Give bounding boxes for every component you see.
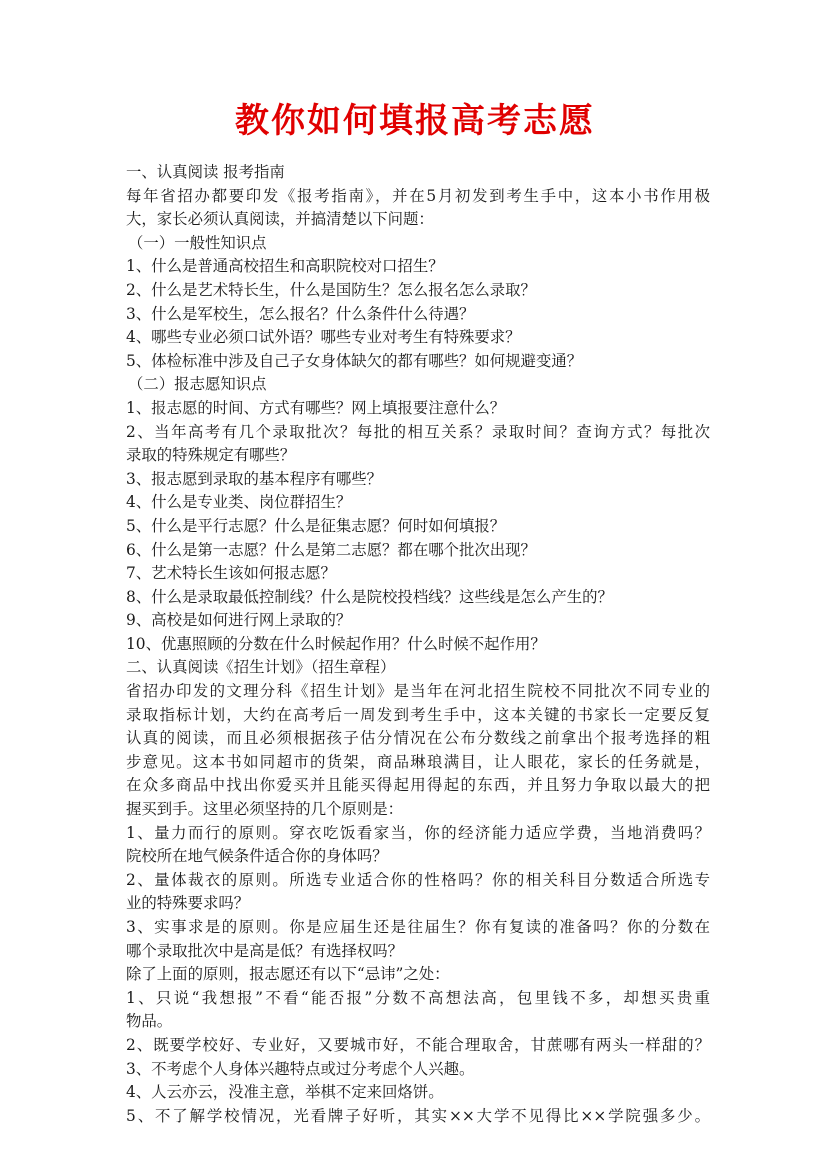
text-line: 2、什么是艺术特长生，什么是国防生？怎么报名怎么录取？ — [126, 280, 536, 299]
text-line: 院校所在地气候条件适合你的身体吗？ — [126, 847, 388, 866]
text-line: 4、哪些专业必须口试外语？哪些专业对考生有特殊要求？ — [126, 328, 521, 347]
text-line: 2、既要学校好、专业好，又要城市好，不能合理取舍，甘蔗哪有两头一样甜的？ — [126, 1035, 710, 1054]
subsection-heading: （二）报志愿知识点 — [128, 375, 267, 394]
document-body — [126, 161, 710, 1128]
text-line: 1、量力而行的原则。穿衣吃饭看家当，你的经济能力适应学费，当地消费吗？ — [126, 823, 710, 842]
text-line: 2、当年高考有几个录取批次？每批的相互关系？录取时间？查询方式？每批次 — [126, 422, 710, 441]
text-line: 3、不考虑个人身体兴趣特点或过分考虑个人兴趣。 — [126, 1059, 475, 1078]
text-line: 3、报志愿到录取的基本程序有哪些？ — [126, 469, 383, 488]
text-line: 3、什么是军校生，怎么报名？什么条件什么待遇？ — [126, 304, 475, 323]
text-line: 录取的特殊规定有哪些？ — [126, 446, 296, 465]
text-line: 5、什么是平行志愿？什么是征集志愿？何时如何填报？ — [126, 516, 506, 535]
subsection-heading: （一）一般性知识点 — [128, 233, 267, 252]
section-heading: 二、认真阅读《招生计划》（招生章程） — [126, 658, 396, 677]
text-line: 除了上面的原则，报志愿还有以下“忌讳”之处： — [126, 965, 450, 984]
text-line: 认真的阅读，而且必须根据孩子估分情况在公布分数线之前拿出个报考选择的粗 — [126, 729, 710, 748]
text-line: 5、不了解学校情况，光看牌子好听，其实××大学不见得比××学院强多少。 — [126, 1106, 710, 1125]
text-line: 6、什么是第一志愿？什么是第二志愿？都在哪个批次出现？ — [126, 540, 536, 559]
text-line: 在众多商品中找出你爱买并且能买得起用得起的东西，并且努力争取以最大的把 — [126, 776, 710, 795]
text-line: 业的特殊要求吗？ — [126, 894, 250, 913]
text-line: 8、什么是录取最低控制线？什么是院校投档线？这些线是怎么产生的？ — [126, 587, 613, 606]
text-line: 录取指标计划，大约在高考后一周发到考生手中，这本关键的书家长一定要反复 — [126, 705, 710, 724]
section-heading: 一、认真阅读 报考指南 — [126, 163, 285, 181]
text-line: 物品。 — [126, 1012, 173, 1031]
text-line: 1、只说“我想报”不看“能否报”分数不高想法高，包里钱不多，却想买贵重 — [126, 988, 710, 1007]
text-line: 1、什么是普通高校招生和高职院校对口招生？ — [126, 257, 444, 276]
text-line: 步意见。这本书如同超市的货架，商品琳琅满目，让人眼花，家长的任务就是， — [126, 752, 710, 771]
text-line: 1、报志愿的时间、方式有哪些？网上填报要注意什么？ — [126, 398, 506, 417]
text-line: 10、优惠照顾的分数在什么时候起作用？什么时候不起作用？ — [126, 634, 546, 653]
document-title: 教你如何填报高考志愿 — [235, 101, 595, 141]
text-line: 哪个录取批次中是高是低？有选择权吗？ — [126, 941, 404, 960]
text-line: 2、量体裁衣的原则。所选专业适合你的性格吗？你的相关科目分数适合所选专 — [126, 870, 710, 889]
text-line: 4、人云亦云，没准主意，举棋不定来回烙饼。 — [126, 1083, 444, 1102]
text-line: 5、体检标准中涉及自己子女身体缺欠的都有哪些？如何规避变通？ — [126, 351, 583, 370]
text-line: 9、高校是如何进行网上录取的？ — [126, 611, 352, 630]
text-line: 省招办印发的文理分科《招生计划》是当年在河北招生院校不同批次不同专业的 — [126, 682, 710, 701]
text-line: 握买到手。这里必须坚持的几个原则是： — [126, 800, 404, 819]
text-line: 每年省招办都要印发《报考指南》，并在5月初发到考生手中，这本小书作用极 — [126, 186, 710, 205]
text-line: 大，家长必须认真阅读，并搞清楚以下问题： — [126, 210, 434, 229]
text-line: 7、艺术特长生该如何报志愿？ — [126, 564, 336, 583]
text-line: 3、实事求是的原则。你是应届生还是往届生？你有复读的准备吗？你的分数在 — [126, 918, 710, 936]
text-line: 4、什么是专业类、岗位群招生？ — [126, 493, 352, 512]
